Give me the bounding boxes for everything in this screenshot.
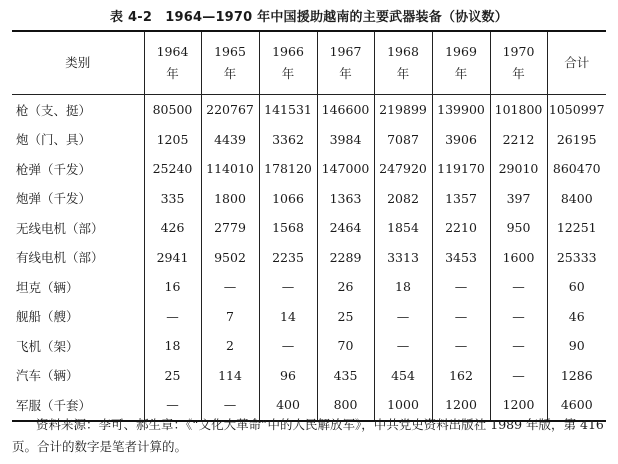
table-cell: — [490,331,547,361]
header-category: 类别 [65,55,91,70]
table-cell: 950 [490,213,547,243]
table-cell: 1568 [259,213,317,243]
table-cell: — [490,361,547,391]
table-cell: 70 [317,331,374,361]
table-cell: — [432,331,490,361]
table-cell: 25240 [144,154,201,184]
weapons-table [12,30,606,422]
table-cell: 114010 [201,154,259,184]
row-total: 8400 [547,184,606,214]
row-total: 26195 [547,125,606,155]
table-cell: 1200 [490,390,547,421]
table-cell: — [490,302,547,332]
table-cell: — [432,302,490,332]
year-number: 1965 [214,44,246,59]
row-total: 1286 [547,361,606,391]
table-cell: 147000 [317,154,374,184]
table-cell: 2212 [490,125,547,155]
table-cell: — [259,331,317,361]
year-suffix: 年 [281,66,295,81]
year-suffix: 年 [166,66,179,81]
header-year [201,31,259,95]
year-suffix: 年 [223,66,237,81]
table-cell: — [201,272,259,302]
table-cell: 1000 [374,390,432,421]
table-cell: 1200 [432,390,490,421]
table-body [12,95,606,421]
row-total: 60 [547,272,606,302]
table-cell: 25 [144,361,201,391]
table-cell: — [490,272,547,302]
table-cell: — [201,390,259,421]
row-category: 枪弹（千发） [16,161,92,177]
table-row [12,272,606,302]
table-cell: 114 [201,361,259,391]
year-suffix: 年 [512,66,525,81]
row-category: 炮弹（千发） [16,191,92,207]
table-cell: — [374,331,432,361]
table-cell: — [432,272,490,302]
header-total: 合计 [547,31,606,95]
year-number: 1969 [445,44,477,59]
table-cell: 400 [259,390,317,421]
table-cell: 119170 [432,154,490,184]
table-cell: — [374,302,432,332]
table-cell: 219899 [374,95,432,125]
year-suffix: 年 [396,66,410,81]
table-cell: 2082 [374,184,432,214]
row-total: 860470 [547,154,606,184]
table-cell: 3453 [432,243,490,273]
table-cell: — [144,302,201,332]
table-cell: 139900 [432,95,490,125]
table-cell: 80500 [144,95,201,125]
row-category: 汽车（辆） [16,368,79,384]
table-cell: — [259,272,317,302]
table-cell: 18 [374,272,432,302]
table-cell: 2235 [259,243,317,273]
table-cell: 2210 [432,213,490,243]
header-year [374,31,432,95]
table-row [12,361,606,391]
year-number: 1968 [387,44,419,59]
table-cell: 146600 [317,95,374,125]
table-cell: 2 [201,331,259,361]
table-cell: 2289 [317,243,374,273]
table-cell: 25 [317,302,374,332]
table-cell: 178120 [259,154,317,184]
year-number: 1970 [502,44,535,59]
table-row [12,184,606,214]
table-cell: 247920 [374,154,432,184]
table-row [12,95,606,125]
row-total: 25333 [547,243,606,273]
table-cell: 14 [259,302,317,332]
year-number: 1967 [329,44,362,59]
year-number: 1964 [156,44,189,59]
row-total: 12251 [547,213,606,243]
row-category: 无线电机（部） [16,220,104,236]
table-row [12,302,606,332]
header-year [317,31,374,95]
table-cell: 1357 [432,184,490,214]
table-cell: 2779 [201,213,259,243]
table-cell: 335 [144,184,201,214]
header-row [12,31,606,95]
row-total: 4600 [547,390,606,421]
header-year [490,31,547,95]
row-category: 舰船（艘） [16,309,79,325]
table-cell: 7 [201,302,259,332]
row-category: 炮（门、具） [16,132,92,148]
table-cell: 101800 [490,95,547,125]
row-total: 46 [547,302,606,332]
table-cell: 162 [432,361,490,391]
row-total: 90 [547,331,606,361]
table-cell: 800 [317,390,374,421]
year-suffix: 年 [339,66,352,81]
table-cell: 1800 [201,184,259,214]
row-category: 飞机（架） [16,338,79,354]
table-cell: 397 [490,184,547,214]
table-cell: 1854 [374,213,432,243]
row-total: 1050997 [547,95,606,125]
table-cell: 220767 [201,95,259,125]
table-cell: 9502 [201,243,259,273]
table-cell: 3984 [317,125,374,155]
table-title: 表 4-2 1964—1970 年中国援助越南的主要武器装备（协议数） [110,10,508,25]
table-row [12,213,606,243]
row-category: 坦克（辆） [16,279,79,295]
header-year [144,31,201,95]
table-cell: 1066 [259,184,317,214]
year-number: 1966 [272,44,304,59]
table-cell: 26 [317,272,374,302]
row-category: 枪（支、挺） [16,102,92,118]
header-year [259,31,317,95]
table-cell: 16 [144,272,201,302]
table-cell: 3313 [374,243,432,273]
table-cell: 29010 [490,154,547,184]
header-year [432,31,490,95]
table-cell: 18 [144,331,201,361]
row-category: 有线电机（部） [16,250,104,266]
table-cell: 3362 [259,125,317,155]
table-cell: 426 [144,213,201,243]
table-row [12,243,606,273]
table-cell: 2464 [317,213,374,243]
table-cell: 4439 [201,125,259,155]
table-cell: 435 [317,361,374,391]
row-category: 军服（千套） [16,397,92,413]
table-cell: 96 [259,361,317,391]
table-cell: 1600 [490,243,547,273]
table-cell: — [144,390,201,421]
table-cell: 454 [374,361,432,391]
table-row [12,331,606,361]
table-cell: 3906 [432,125,490,155]
table-cell: 7087 [374,125,432,155]
table-cell: 2941 [144,243,201,273]
table-cell: 141531 [259,95,317,125]
table-row [12,154,606,184]
source-note: 资料来源：李可、郝生章：《“文化大革命”中的人民解放军》，中共党史资料出版社 1989 年版，第 416 页。合计的数字是笔者计算的。 [12,417,604,454]
table-cell: 1205 [144,125,201,155]
table-cell: 1363 [317,184,374,214]
table-row [12,125,606,155]
year-suffix: 年 [454,66,468,81]
